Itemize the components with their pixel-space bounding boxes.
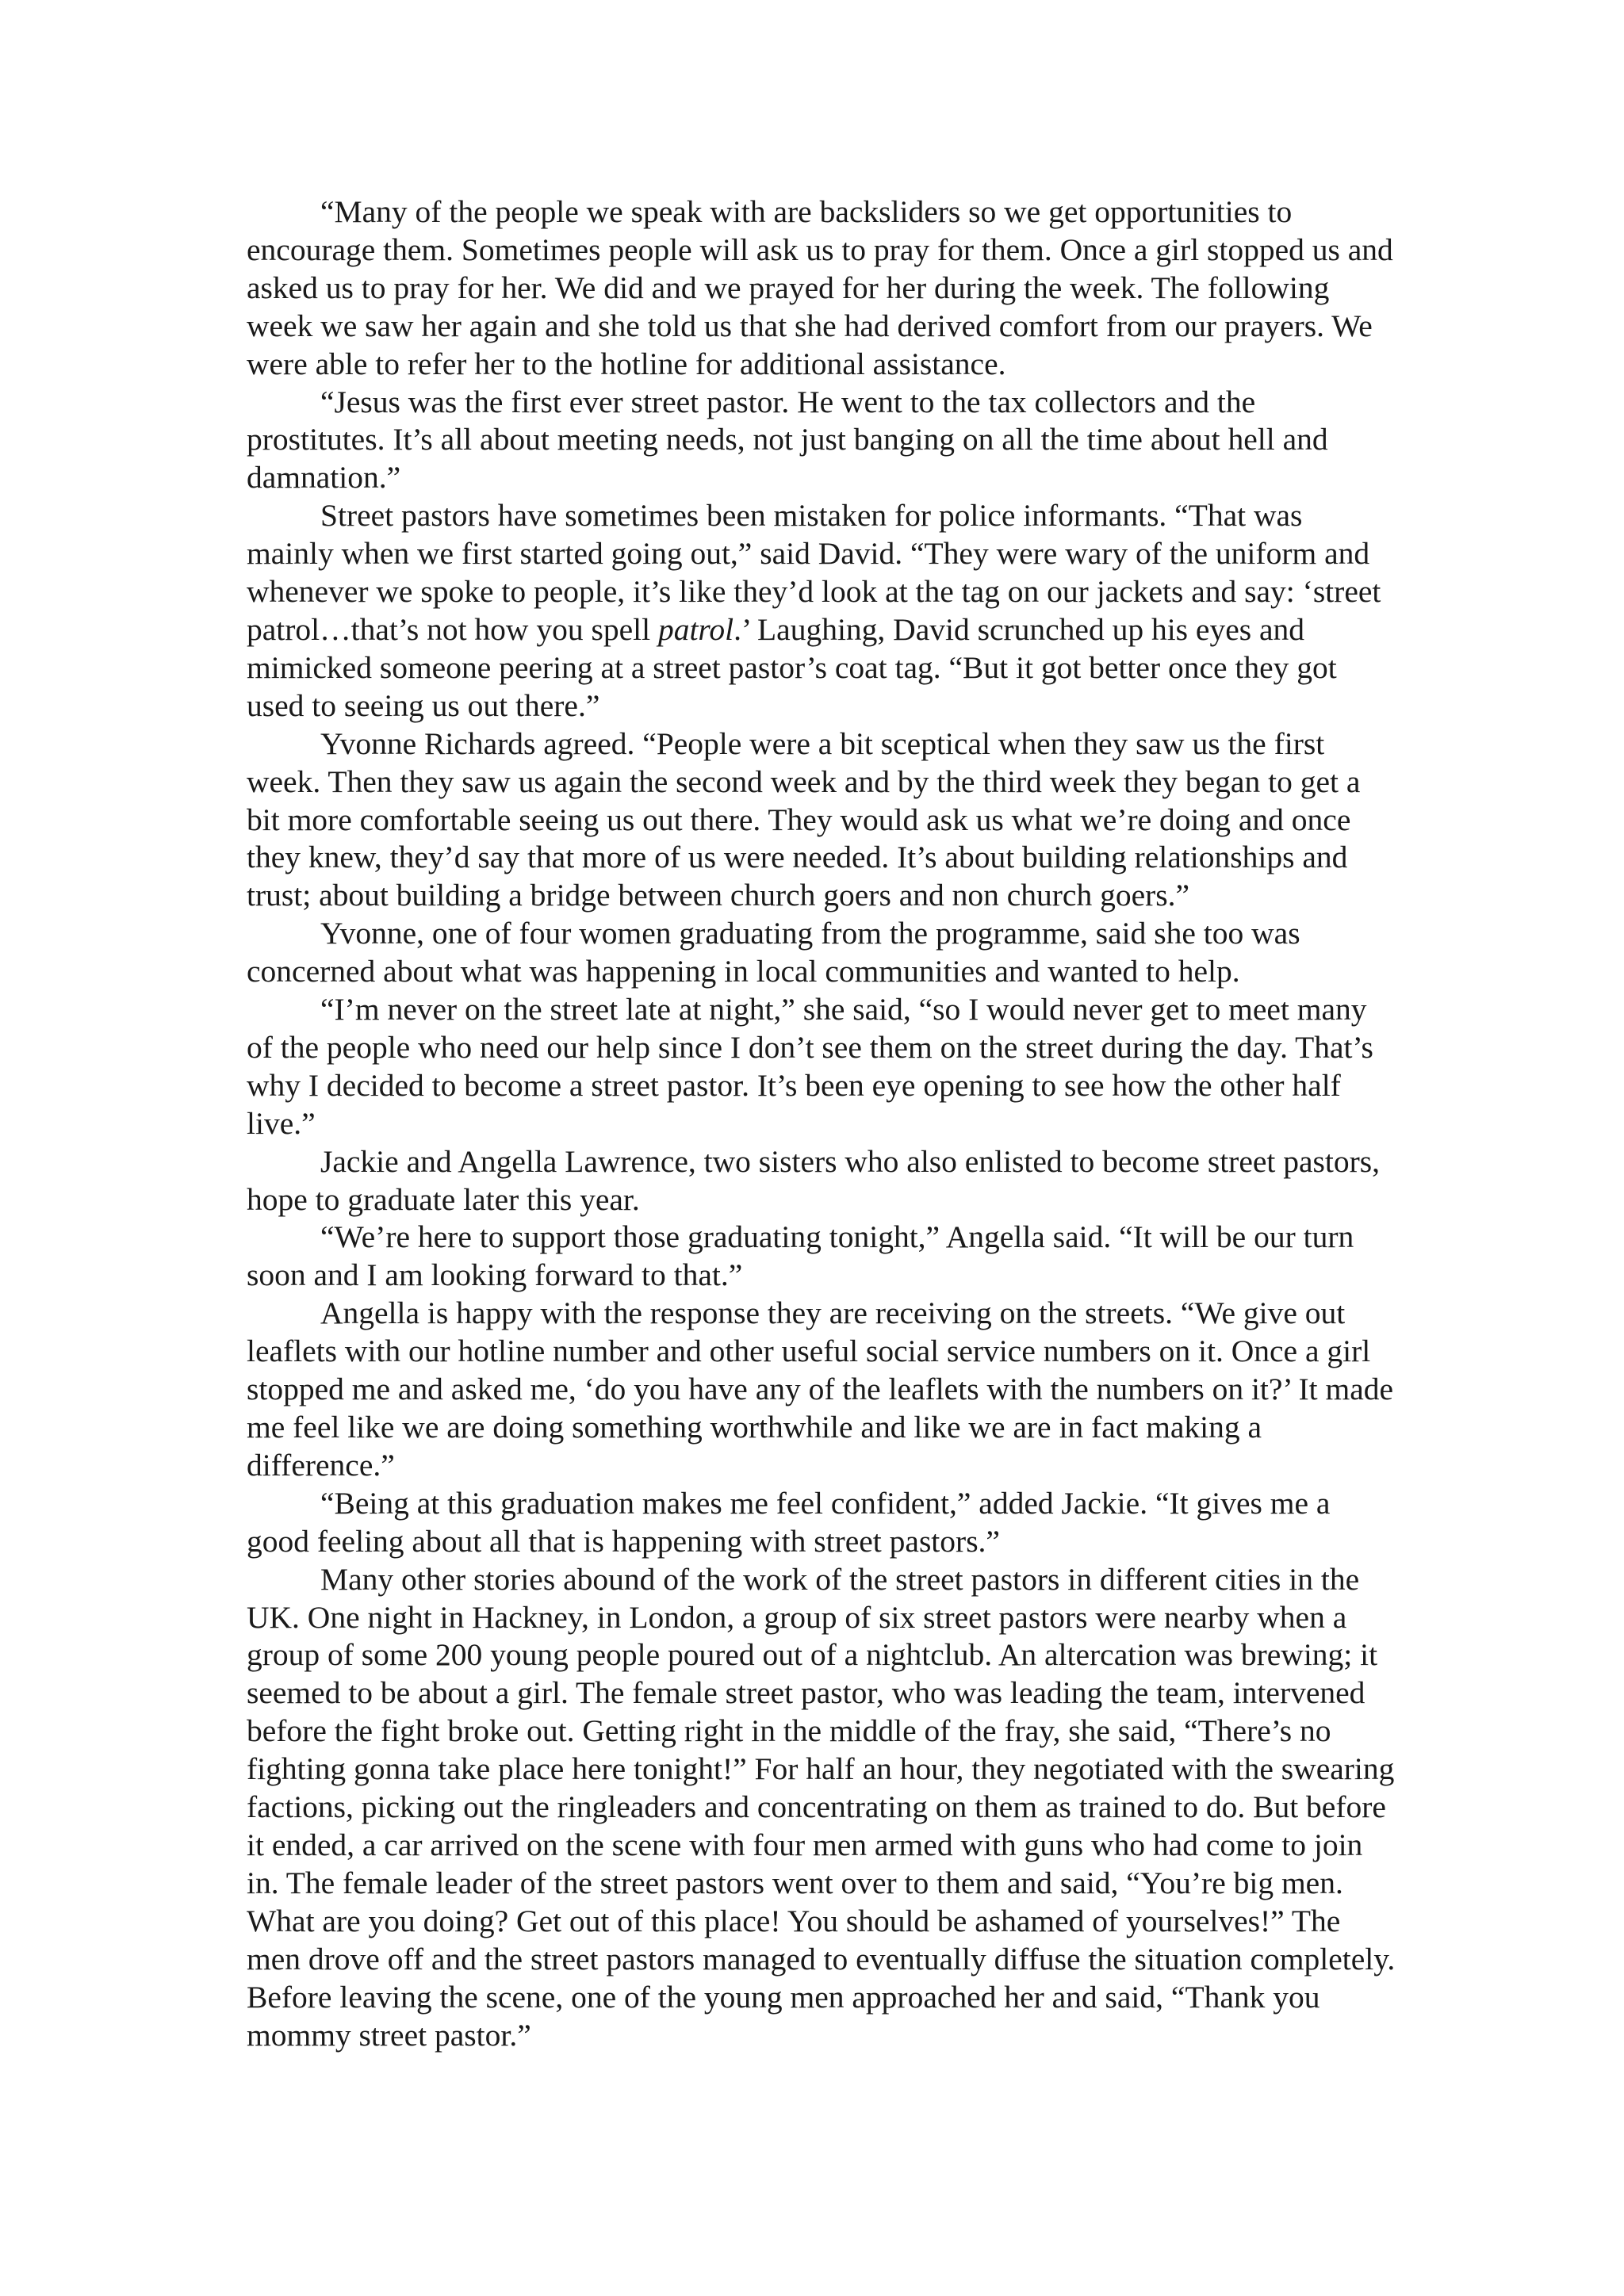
text-run: “Being at this graduation makes me feel confident,” added Jackie. “It gives me a good feeling about all that is happening with street pastors.” (247, 1485, 1331, 1559)
text-run: Angella is happy with the response they are receiving on the streets. “We give out leaflets with our hotline number and other useful social service numbers on it. Once a girl stopped me and asked me, ‘do you have any of the leaflets with the numbers on it?’ It made me feel like we are doing something worthwhile and like we are in fact making a difference.” (247, 1295, 1394, 1483)
paragraph (247, 725, 1396, 916)
text-run: “Jesus was the first ever street pastor. He went to the tax collectors and the prostitutes. It’s all about meeting needs, not just banging on all the time about hell and damnation.” (247, 384, 1328, 496)
text-run: .’ Laughing, David scrunched up his eyes and mimicked someone peering at a street pastor’s coat tag. “But it got better once they got used to seeing us out there.” (247, 611, 1337, 723)
paragraph (247, 991, 1396, 1143)
text-run: “I’m never on the street late at night,” she said, “so I would never get to meet many of the people who need our help since I don’t see them on the street during the day. That’s why I decided to become a street pastor. It’s been eye opening to see how the other half live.” (247, 992, 1373, 1141)
italic-text-run: patrol (657, 611, 734, 647)
text-run: Many other stories abound of the work of the street pastors in different cities in the UK. One night in Hackney, in London, a group of six street pastors were nearby when a group of some 200 young people poured out of a nightclub. An altercation was brewing; it seemed to be about a girl. The female street pastor, who was leading the team, intervened before the fight broke out. Getting right in the middle of the fray, she said, “There’s no fighting gonna take place here tonight!” For half an hour, they negotiated with the swearing factions, picking out the ringleaders and concentrating on them as trained to do. But before it ended, a car arrived on the scene with four men armed with guns who had come to join in. The female leader of the street pastors went over to them and said, “You’re big men. What are you doing? Get out of this place! You should be ashamed of yourselves!” The men drove off and the street pastors managed to eventually diffuse the situation completely. Before leaving the scene, one of the young men approached her and said, “Thank you mommy street pastor.” (247, 1561, 1396, 2053)
paragraph (247, 193, 1396, 384)
paragraph (247, 1219, 1396, 1295)
paragraph (247, 1561, 1396, 2055)
paragraph (247, 915, 1396, 991)
text-run: “We’re here to support those graduating tonight,” Angella said. “It will be our turn soon and I am looking forward to that.” (247, 1219, 1354, 1293)
text-run: Yvonne Richards agreed. “People were a bit sceptical when they saw us the first week. Then they saw us again the second week and by the third week they began to get a bit more comfortable seeing us out there. They would ask us what we’re doing and once they knew, they’d say that more of us were needed. It’s about building relationships and trust; about building a bridge between church goers and non church goers.” (247, 725, 1361, 913)
paragraph (247, 1295, 1396, 1485)
paragraph (247, 384, 1396, 498)
text-run: Yvonne, one of four women graduating from the programme, said she too was concerned about what was happening in local communities and wanted to help. (247, 916, 1300, 989)
article-body (247, 193, 1396, 2054)
paragraph (247, 1143, 1396, 1219)
text-run: Street pastors have sometimes been mistaken for police informants. “That was mainly when we first started going out,” said David. “They were wary of the uniform and whenever we spoke to people, it’s like they’d look at the tag on our jackets and say: ‘street patrol…that’s not how you spell (247, 498, 1381, 647)
text-run: “Many of the people we speak with are backsliders so we get opportunities to encourage them. Sometimes people will ask us to pray for them. Once a girl stopped us and asked us to pray for her. We did and we prayed for her during the week. The following week we saw her again and she told us that she had derived comfort from our prayers. We were able to refer her to the hotline for additional assistance. (247, 194, 1393, 381)
text-run: Jackie and Angella Lawrence, two sisters who also enlisted to become street pastors, hope to graduate later this year. (247, 1143, 1381, 1217)
paragraph (247, 497, 1396, 725)
paragraph (247, 1485, 1396, 1561)
